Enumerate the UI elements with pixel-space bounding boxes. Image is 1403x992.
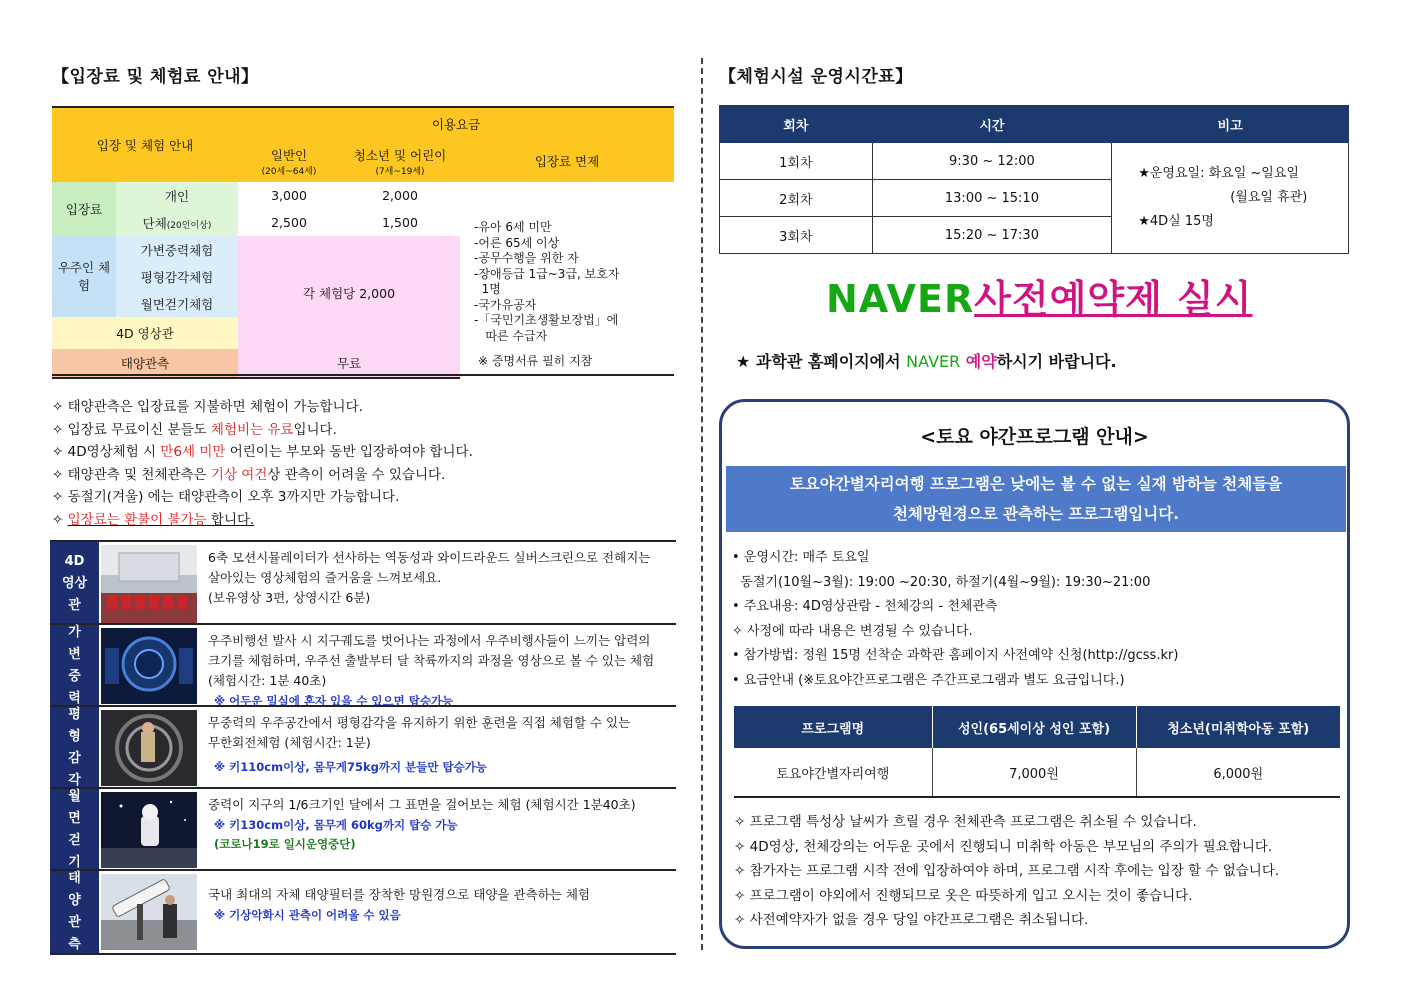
- reservation-word: 사전예약제 실시: [974, 277, 1253, 321]
- row-balance: 평형감각체험: [116, 263, 238, 290]
- schedule-round: 3회차: [720, 217, 873, 254]
- night-program-title: <토요 야간프로그램 안내>: [920, 426, 1149, 448]
- individual-general-fee: 3,000: [271, 188, 307, 203]
- night-youth-fee: 6,000원: [1136, 748, 1340, 797]
- solar-fee: 무료: [238, 349, 460, 378]
- experience-moonwalk: [50, 787, 676, 871]
- each-exp-fee: 각 체험당 2,000: [238, 236, 460, 349]
- experience-desc: 6축 모션시뮬레이터가 선사하는 역동성과 와이드라운드 실버스크린으로 전해지는 살아있는 영상체험의 즐거움을 느껴보세요. (보유영상 3편, 상영시간 6분): [208, 550, 651, 605]
- experience-note: ※ 어두운 밀실에 혼자 있을 수 있으면 탑승가능: [214, 694, 454, 708]
- experience-balance: [50, 705, 676, 789]
- exempt-line: -국가유공자: [474, 297, 537, 312]
- exempt-line: -어른 65세 이상: [474, 235, 560, 250]
- row-moonwalk: 월면걷기체험: [116, 290, 238, 317]
- experience-variable-gravity: [50, 623, 676, 707]
- night-program-notes: ✧ 프로그램 특성상 날씨가 흐릴 경우 천체관측 프로그램은 취소될 수 있습니다. ✧ 4D영상, 천체강의는 어두운 곳에서 진행되니 미취학 아동은 부모님의 주의가 필요합니다. ✧ 참가자는 프로그램 시작 전에 입장하여야 하며, 프로그램 시작 후에는 입장 할 수 없습니다. ✧ 프로그램이 야외에서 진행되므로 옷은 따뜻하게 입고 오시는 것이 좋습니다. ✧ 사전예약자가 없을 경우 당일 야간프로그램은 취소됩니다.: [734, 814, 1280, 928]
- schedule-round: 1회차: [720, 143, 873, 180]
- experience-desc: 무중력의 우주공간에서 평형감각을 유지하기 위한 훈련을 직접 체험할 수 있는 무한회전체험 (체험시간: 1분) ※ 키110cm이상, 몸무게75kg까지 분들만 탑승가능: [208, 713, 676, 777]
- night-program-name: 토요야간별자리여행: [734, 748, 932, 797]
- exempt-line: -유아 6세 미만: [474, 220, 552, 234]
- experience-solar: [50, 869, 676, 955]
- schedule-note: ★운영요일: 화요일 ~일요일 (월요일 휴관) ★4D실 15명: [1112, 143, 1349, 254]
- schedule-table: [719, 105, 1349, 254]
- fee-header-fee: 이용요금: [238, 107, 674, 140]
- naver-word: NAVER: [826, 277, 975, 321]
- note-item: ✧ 태양관측 및 천체관측은 기상 여건상 관측이 어려울 수 있습니다.: [52, 466, 446, 483]
- exempt-line: -「국민기초생활보장법」에: [474, 313, 619, 327]
- experience-note-covid: (코로나19로 일시운영중단): [214, 837, 356, 851]
- exempt-line: -장애등급 1급~3급, 보호자: [474, 266, 620, 281]
- group-general-fee: 2,500: [271, 215, 307, 230]
- night-adult-fee: 7,000원: [932, 748, 1136, 797]
- solar-photo: [101, 874, 197, 950]
- row-group: 단체(20인이상): [116, 209, 238, 236]
- experience-4d: [50, 540, 676, 625]
- theater-photo: [101, 545, 197, 623]
- night-header-youth: 청소년(미취학아동 포함): [1136, 706, 1340, 748]
- schedule-time: 9:30 ~ 12:00: [872, 143, 1112, 180]
- individual-youth-fee: 2,000: [382, 188, 418, 203]
- moonwalk-photo: [101, 792, 197, 868]
- note-item: ✧ 입장료는 환불이 불가능 합니다.: [52, 511, 255, 528]
- exempt-line: 1명: [474, 282, 501, 296]
- night-header-adult: 성인(65세이상 성인 포함): [932, 706, 1136, 748]
- col-exempt: 입장료 면제: [460, 140, 674, 182]
- schedule-header-time: 시간: [872, 106, 1112, 143]
- row-solar: 태양관측: [52, 349, 238, 378]
- exempt-line: 따른 수급자: [474, 328, 548, 343]
- exempt-note: ※ 증명서류 필히 지참: [478, 354, 593, 368]
- schedule-time: 13:00 ~ 15:10: [872, 180, 1112, 217]
- column-divider: [701, 58, 703, 950]
- night-program-info: • 운영시간: 매주 토요일 동절기(10월~3월): 19:00 ~20:30, 하절기(4월~9월): 19:30~21:00 • 주요내용: 4D영상관람 - 천체강의 - 천체관측 ✧ 사정에 따라 내용은 변경될 수 있습니다. • 참가방법: 정원 15명 선착순 과학관 홈페이지 사전예약 신청(http://gcss.kr) • 요금안내 (※토요야간프로그램은 주간프로그램과 별도 요금입니다.): [732, 550, 1179, 688]
- experience-label: 4D 영상관: [50, 542, 99, 625]
- experience-desc: 국내 최대의 자체 태양필터를 장착한 망원경으로 태양을 관측하는 체험 ※ 기상악화시 관측이 어려울 수 있음: [208, 885, 676, 925]
- col-general: 일반인 (20세~64세): [238, 140, 340, 182]
- experience-label: 월면 걷기: [50, 789, 99, 871]
- naver-reservation-banner: [826, 268, 1252, 323]
- schedule-header-round: 회차: [720, 106, 873, 143]
- reserve-notice: ★ 과학관 홈페이지에서 NAVER 예약하시기 바랍니다.: [736, 352, 1117, 371]
- experience-desc: 우주비행선 발사 시 지구궤도를 벗어나는 과정에서 우주비행사들이 느끼는 압력의 크기를 체험하며, 우주선 출발부터 달 착륙까지의 과정을 영상으로 볼 수 있는 체험 (체험시간: 1분 40초) ※ 어두운 밀실에 혼자 있을 수 있으면 탑승가능: [208, 631, 676, 711]
- fee-section-title: 【입장료 및 체험료 안내】: [52, 67, 259, 87]
- group-youth-fee: 1,500: [382, 215, 418, 230]
- balance-photo: [101, 710, 197, 786]
- night-header-program: 프로그램명: [734, 706, 932, 748]
- exempt-line: -공무수행을 위한 자: [474, 251, 579, 265]
- row-space-exp: 우주인 체험: [52, 236, 116, 317]
- schedule-header-note: 비고: [1112, 106, 1349, 143]
- fee-header-guide: 입장 및 체험 안내: [52, 107, 238, 182]
- schedule-section-title: 【체험시설 운영시간표】: [719, 67, 913, 87]
- note-item: ✧ 4D영상체험 시 만6세 미만 어린이는 부모와 동반 입장하여야 합니다.: [52, 444, 473, 460]
- fee-table-bottom-rule: [52, 374, 674, 376]
- experience-note: ※ 기상악화시 관측이 어려울 수 있음: [214, 908, 401, 922]
- experience-note: ※ 키110cm이상, 몸무게75kg까지 분들만 탑승가능: [214, 760, 487, 774]
- schedule-round: 2회차: [720, 180, 873, 217]
- experience-note: ※ 키130cm이상, 몸무게 60kg까지 탑승 가능: [214, 818, 458, 832]
- experience-desc: 중력이 지구의 1/6크기인 달에서 그 표면을 걸어보는 체험 (체험시간 1분40초) ※ 키130cm이상, 몸무게 60kg까지 탑승 가능 (코로나19로 일시운영중단): [208, 795, 676, 853]
- col-youth: 청소년 및 어린이 (7세~19세): [340, 140, 460, 182]
- experience-label: 가변 중력: [50, 625, 99, 707]
- night-program-banner: 토요야간별자리여행 프로그램은 낮에는 볼 수 없는 실재 밤하늘 천체들을 천체망원경으로 관측하는 프로그램입니다.: [726, 466, 1346, 532]
- night-program-box: [719, 399, 1350, 949]
- row-individual: 개인: [116, 182, 238, 209]
- experience-label: 태양 관측: [50, 871, 99, 953]
- fee-notes: [52, 396, 473, 531]
- night-fee-table: [734, 706, 1340, 798]
- gravity-photo: [101, 628, 197, 704]
- experience-label: 평형 감각: [50, 707, 99, 789]
- fee-table: [52, 106, 674, 379]
- note-item: ✧ 태양관측은 입장료를 지불하면 체험이 가능합니다.: [52, 399, 363, 415]
- note-item: ✧ 동절기(겨울) 에는 태양관측이 오후 3까지만 가능합니다.: [52, 489, 400, 505]
- schedule-time: 15:20 ~ 17:30: [872, 217, 1112, 254]
- row-admission: 입장료: [52, 182, 116, 236]
- exempt-list: [460, 182, 674, 378]
- note-item: ✧ 입장료 무료이신 분들도 체험비는 유료입니다.: [52, 421, 337, 438]
- row-variable-gravity: 가변중력체험: [116, 236, 238, 263]
- row-theater: 4D 영상관: [52, 317, 238, 349]
